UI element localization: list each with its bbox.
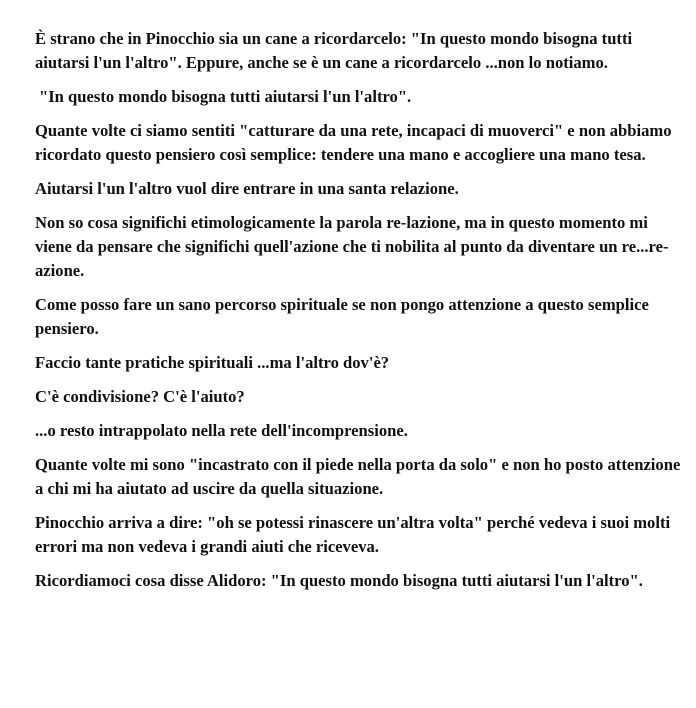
paragraph: Ricordiamoci cosa disse Alidoro: "In questo mondo bisogna tutti aiutarsi l'un l'altro". [35, 571, 643, 590]
paragraph-quote: "In questo mondo bisogna tutti aiutarsi l'un l'altro". [39, 87, 412, 106]
paragraph: C'è condivisione? C'è l'aiuto? [35, 387, 245, 406]
paragraph: Non so cosa significhi etimologicamente la parola re-lazione, ma in questo momento mi viene da pensare che significhi quell'azione che ti nobilita al punto da diventare un re...re-azione. [35, 213, 669, 280]
paragraph: Quante volte ci siamo sentiti "catturare da una rete, incapaci di muoverci" e non abbiamo ricordato questo pensiero così semplice: tendere una mano e accogliere una mano tesa. [35, 121, 672, 164]
paragraph: Faccio tante pratiche spirituali ...ma l'altro dov'è? [35, 353, 390, 372]
paragraph: Quante volte mi sono "incastrato con il piede nella porta da solo" e non ho posto attenzione a chi mi ha aiutato ad uscire da quella situazione. [35, 455, 681, 498]
paragraph: Aiutarsi l'un l'altro vuol dire entrare in una santa relazione. [35, 179, 459, 198]
paragraph: È strano che in Pinocchio sia un cane a ricordarcelo: "In questo mondo bisogna tutti aiutarsi l'un l'altro". Eppure, anche se è un cane a ricordarcelo ...non lo notiamo. [35, 29, 633, 72]
paragraph: ...o resto intrappolato nella rete dell'incomprensione. [35, 421, 408, 440]
paragraph: Come posso fare un sano percorso spirituale se non pongo attenzione a questo semplice pensiero. [35, 295, 649, 338]
document-body [35, 27, 685, 603]
paragraph: Pinocchio arriva a dire: "oh se potessi rinascere un'altra volta" perché vedeva i suoi molti errori ma non vedeva i grandi aiuti che riceveva. [35, 513, 671, 556]
